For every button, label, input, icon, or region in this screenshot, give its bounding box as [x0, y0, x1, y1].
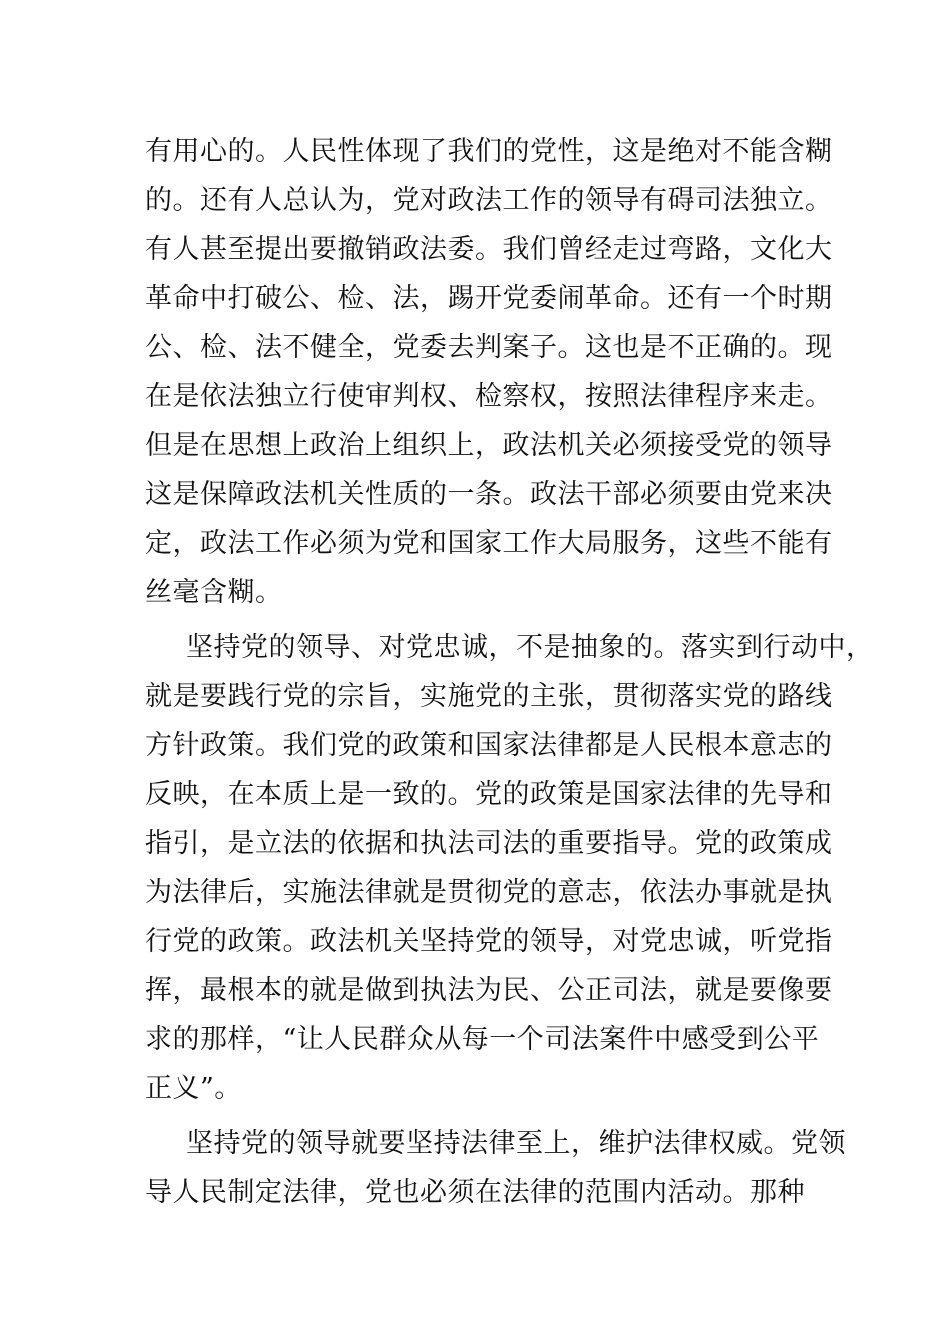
text-line: 定，政法工作必须为党和国家工作大局服务，这些不能有 [145, 528, 833, 559]
text-line: 方针政策。我们党的政策和国家法律都是人民根本意志的 [145, 730, 833, 761]
text-line: 导人民制定法律，党也必须在法律的范围内活动。那种 [145, 1177, 805, 1208]
text-line: 正义”。 [145, 1073, 242, 1104]
text-line: 求的那样，“让人民群众从每一个司法案件中感受到公平 [145, 1024, 820, 1055]
text-line: 革命中打破公、检、法，踢开党委闹革命。还有一个时期 [145, 283, 833, 314]
text-line: 为法律后，实施法律就是贯彻党的意志，依法办事就是执 [145, 877, 833, 908]
text-line: 公、检、法不健全，党委去判案子。这也是不正确的。现 [145, 332, 833, 363]
paragraph-start-line: 坚持党的领导、对党忠诚，不是抽象的。落实到行动中， [186, 632, 874, 663]
text-line: 这是保障政法机关性质的一条。政法干部必须要由党来决 [145, 479, 833, 510]
text-line: 反映，在本质上是一致的。党的政策是国家法律的先导和 [145, 779, 833, 810]
text-line: 指引，是立法的依据和执法司法的重要指导。党的政策成 [145, 828, 833, 859]
text-line: 的。还有人总认为，党对政法工作的领导有碍司法独立。 [145, 185, 833, 216]
text-line: 有人甚至提出要撤销政法委。我们曾经走过弯路，文化大 [145, 234, 833, 265]
text-line: 有用心的。人民性体现了我们的党性，这是绝对不能含糊 [145, 136, 833, 167]
text-line: 在是依法独立行使审判权、检察权，按照法律程序来走。 [145, 381, 833, 412]
text-line: 挥，最根本的就是做到执法为民、公正司法，就是要像要 [145, 975, 833, 1006]
paragraph-start-line: 坚持党的领导就要坚持法律至上，维护法律权威。党领 [186, 1128, 846, 1159]
text-line: 就是要践行党的宗旨，实施党的主张，贯彻落实党的路线 [145, 681, 833, 712]
text-line: 丝毫含糊。 [145, 577, 283, 608]
text-line: 但是在思想上政治上组织上，政法机关必须接受党的领导 [145, 430, 833, 461]
text-line: 行党的政策。政法机关坚持党的领导，对党忠诚，听党指 [145, 926, 833, 957]
